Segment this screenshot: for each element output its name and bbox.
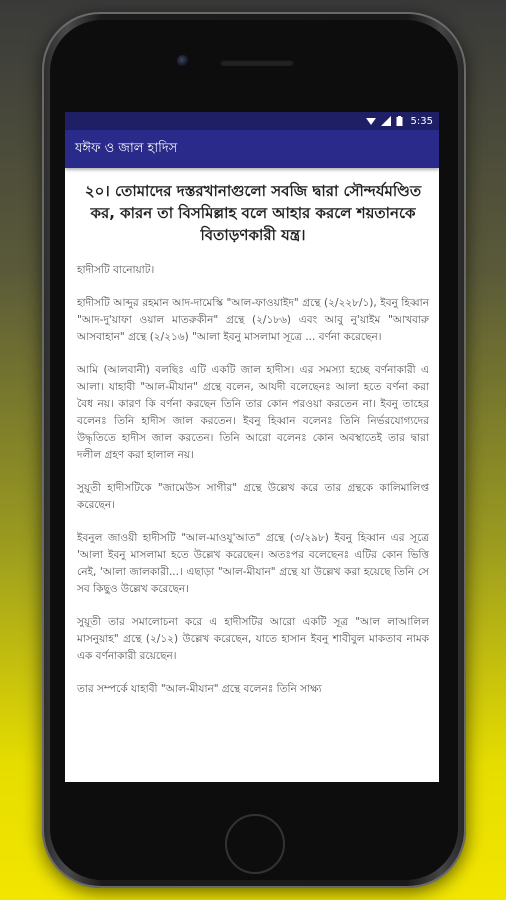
hadith-paragraph: ইবনুল জাওয়ী হাদীসটি "আল-মাওযু'আত" গ্রন্থে (৩/২৯৮) ইবনু হিব্বান এর সূত্রে 'আলা ইবনু মাসলামা হতে উল্লেখ করেছেন। অতঃপর বলেছেনঃ এটির কোন ভিত্তি নেই, 'আলা জালকারী...। এছাড়া "আল-মীযান" গ্রন্থে যা উল্লেখ করা হয়েছে তিনি সে সব কিছুও উল্লেখ করেছেন। [77,532,429,595]
battery-icon [396,116,406,126]
hadith-title: ২০। তোমাদের দস্তরখানাগুলো সবজি দ্বারা সৌন্দর্যমণ্ডিত কর, কারন তা বিসমিল্লাহ বলে আহার করলে শয়তানকে বিতাড়ণকারী যন্ত্র। [84,182,422,244]
wifi-icon [366,116,376,126]
app-bar [65,130,439,168]
app-screen [65,112,439,782]
hadith-paragraph: সুয়ূতী হাদীসটিকে "জামেউস সাগীর" গ্রন্থে উল্লেখ করে তার গ্রন্থকে কালিমালিপ্ত করেছেন। [77,482,429,511]
hadith-content[interactable] [65,168,439,698]
app-title: যঈফ ও জাল হাদিস [75,140,178,156]
hadith-paragraph: হাদীসটি আব্দুর রহমান আদ-দামেস্কি "আল-ফাওয়াইদ" গ্রন্থে (২/২২৮/১), ইবনু হিব্বান "আদ-দু'য়াফা ওয়াল মাতরুকীন" গ্রন্থে (২/১৮৬) এবং আবু নু'য়াইম "আখবারু আসবাহান" গ্রন্থে (২/২১৬) "আলা ইবনু মাসলামা সূত্রে ... বর্ণনা করেছেন। [77,297,429,343]
hadith-paragraph: তার সম্পর্কে যাহাবী "আল-মীযান" গ্রন্থে বলেনঃ তিনি সাক্ষ্য [77,683,322,695]
status-bar [65,112,439,130]
hadith-paragraph: হাদীসটি বানোয়াট। [77,264,155,276]
front-camera [177,55,189,67]
signal-icon [381,116,391,126]
hadith-paragraph: সুয়ূতী তার সমালোচনা করে এ হাদীসটির আরো একটি সূত্র "আল লাআলিল মাসনুয়াহ" গ্রন্থে (২/১২) উল্লেখ করেছেন, যাতে হাসান ইবনু শাবীবুল মাকতাব নামক এক বর্ণনাকারী রয়েছেন। [77,616,429,662]
earpiece-speaker [220,59,294,66]
home-button[interactable] [225,814,285,874]
hadith-paragraph: আমি (আলবানী) বলছিঃ এটি একটি জাল হাদীস। এর সমস্যা হচ্ছে বর্ণনাকারী এ আলা। যাহাবী "আল-মীযান" গ্রন্থে বলেন, আযদী বলেছেনঃ আলা হতে বর্ণনা করা বৈধ নয়। কারণ কি বর্ণনা করছেন তিনি তার কোন পরওয়া করতেন না। ইবনু তাহের বলেনঃ তিনি হাদীস জাল করতেন। ইবনু হিব্বান বলেনঃ তিনি নির্ভরযোগ্যদের উদ্ধৃতিতে হাদীস জাল করতেন। তিনি আরো বলেনঃ কোন অবস্থাতেই তার দ্বারা দলীল গ্রহণ করা হালাল নয়। [77,364,429,461]
status-time: 5:35 [410,115,433,127]
